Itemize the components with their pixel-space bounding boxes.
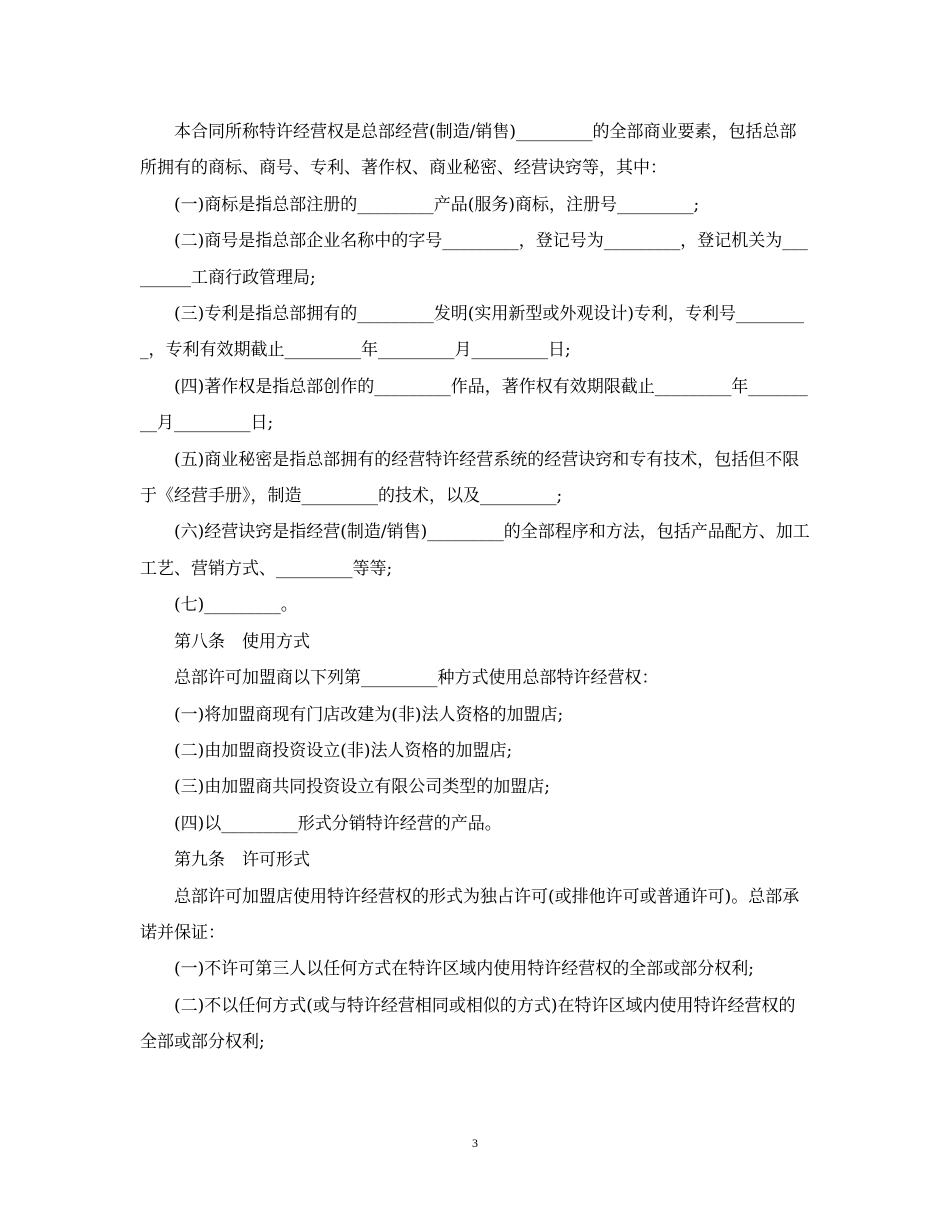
paragraph: (二)商号是指总部企业名称中的字号_________，登记号为_________，登记机关为_________工商行政管理局; [140,231,808,288]
paragraph: 总部许可加盟店使用特许经营权的形式为独占许可(或排他许可或普通许可)。总部承诺并保证： [140,886,800,943]
page-number: 3 [472,1136,478,1150]
paragraph: (三)专利是指总部拥有的_________发明(实用新型或外观设计)专利，专利号_________，专利有效期截止_________年_________月_________日; [140,304,805,361]
paragraph: (一)不许可第三人以任何方式在特许区域内使用特许经营权的全部或部分权利; [174,959,754,980]
paragraph: (五)商业秘密是指总部拥有的经营特许经营系统的经营诀窍和专有技术，包括但不限于《经营手册》，制造_________的技术，以及_________; [140,449,800,507]
paragraph: (六)经营诀窍是指经营(制造/销售)_________的全部程序和方法，包括产品配方、加工工艺、营销方式、_________等等; [140,522,810,579]
article-heading: 第九条 许可形式 [174,850,310,871]
paragraph: 本合同所称特许经营权是总部经营(制造/销售)_________的全部商业要素，包括总部所拥有的商标、商号、专利、著作权、商业秘密、经营诀窍等，其中： [140,122,797,179]
document-body [140,114,812,1061]
paragraph: (七)_________。 [174,595,298,616]
paragraph: (二)不以任何方式(或与特许经营相同或相似的方式)在特许区域内使用特许经营权的全部或部分权利; [140,995,796,1053]
paragraph: (一)商标是指总部注册的_________产品(服务)商标，注册号_________; [174,194,700,215]
paragraph: (三)由加盟商共同投资设立有限公司类型的加盟店; [174,777,550,798]
article-heading: 第八条 使用方式 [174,631,310,652]
paragraph: (一)将加盟商现有门店改建为(非)法人资格的加盟店; [174,704,564,725]
paragraph: (二)由加盟商投资设立(非)法人资格的加盟店; [174,740,513,761]
paragraph: 总部许可加盟商以下列第_________种方式使用总部特许经营权： [174,668,659,689]
paragraph: (四)以_________形式分销特许经营的产品。 [174,813,502,834]
paragraph: (四)著作权是指总部创作的_________作品，著作权有效期限截止_________年_________月_________日; [140,376,808,434]
